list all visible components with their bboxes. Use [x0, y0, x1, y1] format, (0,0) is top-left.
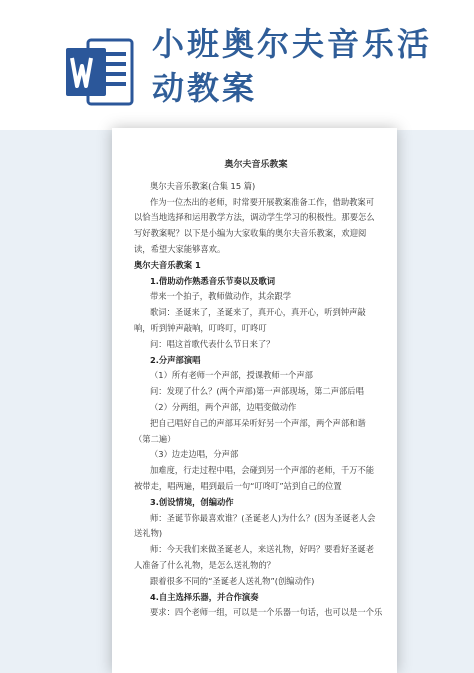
- document-page: [112, 128, 397, 673]
- paragraph: 问：发现了什么？(两个声部)第一声部现场，第二声部后唱: [150, 386, 364, 397]
- title-line-2: 动教案: [152, 69, 258, 107]
- paragraph: 把自己唱好自己的声部耳朵听好另一个声部，两个声部和谐（第二遍）: [134, 417, 366, 444]
- header-banner: [0, 0, 474, 130]
- step-heading: 2.分声部演唱: [150, 354, 201, 365]
- paragraph: 歌词：圣诞来了，圣诞来了，真开心，真开心，听到钟声敲响，听到钟声敲响，叮咚叮，叮咚叮: [134, 307, 366, 333]
- page-title: 奥尔夫音乐教案: [224, 160, 288, 170]
- paragraph: 问：唱这首歌代表什么节日来了？: [150, 338, 275, 349]
- paragraph: 跟着很多不同的“圣诞老人送礼物”(创编动作): [150, 575, 315, 586]
- title-line-1: 小班奥尔夫音乐活: [152, 25, 433, 63]
- section-heading: 奥尔夫音乐教案 1: [134, 259, 201, 270]
- step-heading: 1.借助动作熟悉音乐节奏以及歌词: [150, 275, 276, 286]
- paragraph: 带来一个拍子，教师做动作，其余跟学: [150, 291, 292, 302]
- intro-paragraph: 作为一位杰出的老师，时常要开展教案准备工作，借助教案可以恰当地选择和运用教学方法，调动学生学习的积极性。那要怎么写好教案呢？以下是小编为大家收集的奥尔夫音乐教案，欢迎阅读，希望大家能够喜欢。: [134, 196, 375, 254]
- paragraph: 师：今天我们来做圣诞老人，来送礼物，好吗？要看好圣诞老人准备了什么礼物，是怎么送礼物的？: [134, 544, 375, 570]
- paragraph: （1）所有老师一个声部，授课教师一个声部: [150, 370, 313, 381]
- step-heading: 3.创设情境，创编动作: [150, 496, 234, 507]
- paragraph: 要求：四个老师一组，可以是一个乐器一句话，也可以是一个乐: [150, 607, 383, 618]
- subtitle: 奥尔夫音乐教案(合集 15 篇): [150, 180, 256, 191]
- document-title: [152, 22, 452, 110]
- step-heading: 4.自主选择乐器，并合作演奏: [150, 591, 259, 602]
- document-content: [134, 158, 383, 621]
- paragraph: 师：圣诞节你最喜欢谁？(圣诞老人)为什么？(因为圣诞老人会送礼物): [134, 512, 376, 539]
- word-document-icon: [64, 36, 136, 108]
- paragraph: （2）分两组，两个声部，边唱变做动作: [150, 401, 297, 412]
- paragraph: （3）边走边唱，分声部: [150, 449, 239, 460]
- paragraph: 加难度，行走过程中唱，会碰到另一个声部的老师，千万不能被带走，唱两遍，唱到最后一句“叮咚叮”站到自己的位置: [134, 465, 375, 491]
